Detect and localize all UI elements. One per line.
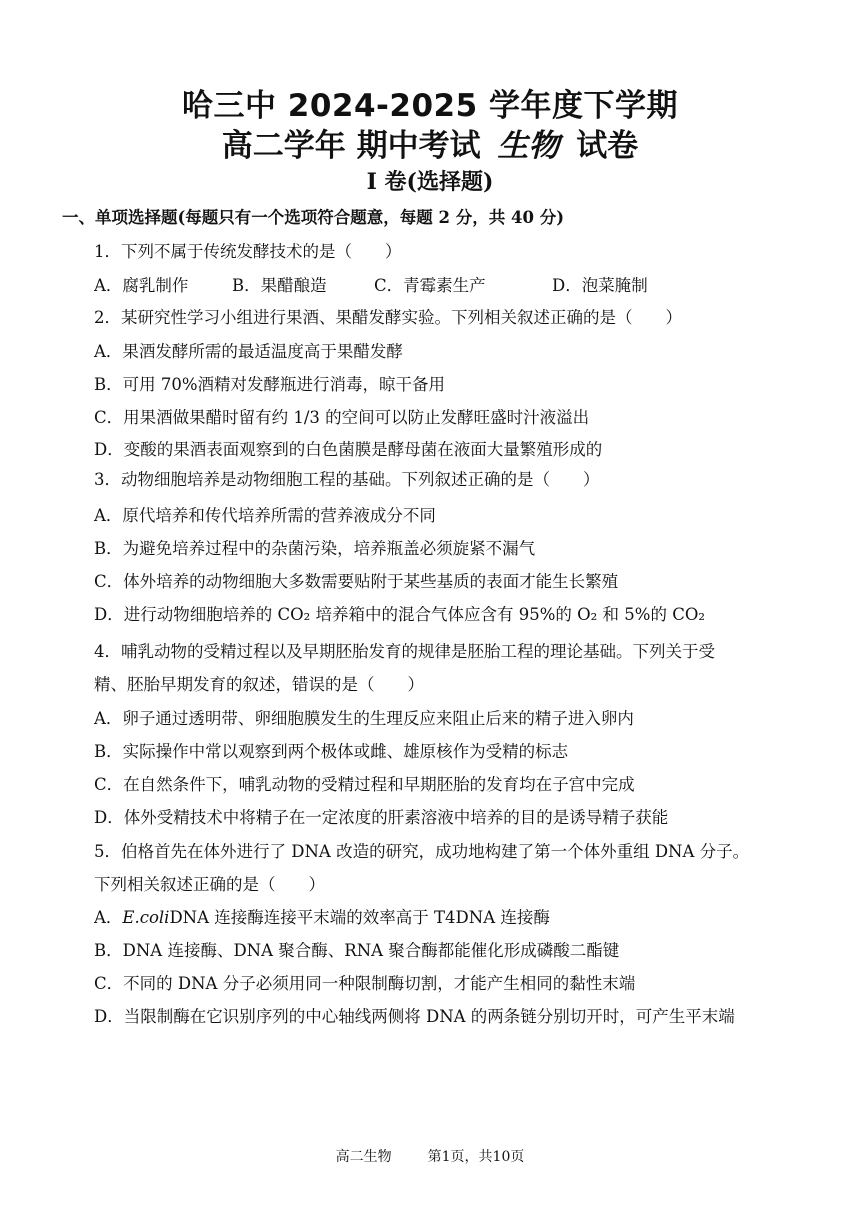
footer-course: 高二生物 xyxy=(335,1149,392,1165)
volume-title: I 卷(选择题) xyxy=(366,169,494,195)
q4-option-c: C．在自然条件下，哺乳动物的受精过程和早期胚胎的发育均在子宫中完成 xyxy=(94,775,635,794)
q3-option-b: B．为避免培养过程中的杂菌污染，培养瓶盖必须旋紧不漏气 xyxy=(94,539,536,558)
footer-page-number: 第1页，共10页 xyxy=(427,1149,525,1165)
q3-option-d: D．进行动物细胞培养的 CO₂ 培养箱中的混合气体应含有 95%的 O₂ 和 5%的 CO₂ xyxy=(94,605,705,624)
page-footer xyxy=(0,1147,860,1167)
q2-option-a: A．果酒发酵所需的最适温度高于果醋发酵 xyxy=(94,342,403,361)
q5-option-a-species: E.coli xyxy=(122,908,170,927)
exam-title-school: 哈三中 2024-2025 学年度下学期 xyxy=(181,88,678,124)
q3-option-a: A．原代培养和传代培养所需的营养液成分不同 xyxy=(94,506,436,525)
q4-option-a: A．卵子通过透明带、卵细胞膜发生的生理反应来阻止后来的精子进入卵内 xyxy=(94,709,634,728)
q5-option-b: B．DNA 连接酶、DNA 聚合酶、RNA 聚合酶都能催化形成磷酸二酯键 xyxy=(94,941,620,960)
q5-option-a xyxy=(94,906,550,930)
q4-option-d: D．体外受精技术中将精子在一定浓度的肝素溶液中培养的目的是诱导精子获能 xyxy=(94,808,669,827)
q2-option-d: D．变酸的果酒表面观察到的白色菌膜是酵母菌在液面大量繁殖形成的 xyxy=(94,440,603,459)
q5-stem-line1: 5．伯格首先在体外进行了 DNA 改造的研究，成功地构建了第一个体外重组 DNA 分子。 xyxy=(94,842,750,861)
exam-title-subject: 生物 xyxy=(497,128,560,164)
q1-stem: 1．下列不属于传统发酵技术的是（ ） xyxy=(94,242,402,261)
q2-option-b: B．可用 70%酒精对发酵瓶进行消毒，晾干备用 xyxy=(94,375,446,394)
exam-title-grade xyxy=(0,126,860,166)
q3-stem: 3．动物细胞培养是动物细胞工程的基础。下列叙述正确的是（ ） xyxy=(94,470,600,489)
q4-option-b: B．实际操作中常以观察到两个极体或雌、雄原核作为受精的标志 xyxy=(94,742,569,761)
q4-stem-line2: 精、胚胎早期发育的叙述，错误的是（ ） xyxy=(94,675,424,694)
q5-option-c: C．不同的 DNA 分子必须用同一种限制酶切割，才能产生相同的黏性末端 xyxy=(94,974,636,993)
q5-option-d: D．当限制酶在它识别序列的中心轴线两侧将 DNA 的两条链分别切开时，可产生平末端 xyxy=(94,1007,735,1026)
q2-option-c: C．用果酒做果醋时留有约 1/3 的空间可以防止发酵旺盛时汁液溢出 xyxy=(94,408,590,427)
section-heading: 一、单项选择题(每题只有一个选项符合题意，每题 2 分，共 40 分) xyxy=(62,208,565,227)
exam-title-paper: 试卷 xyxy=(576,128,639,164)
q1-option-b: B．果醋酿造 xyxy=(232,276,327,295)
q5-option-a-prefix: A． xyxy=(94,908,123,927)
q1-option-a: A．腐乳制作 xyxy=(94,276,189,295)
q5-stem-line2: 下列相关叙述正确的是（ ） xyxy=(94,875,325,894)
exam-title-grade-text: 高二学年 期中考试 xyxy=(221,128,481,164)
q1-option-d: D．泡菜腌制 xyxy=(552,276,648,295)
q4-stem-line1: 4．哺乳动物的受精过程以及早期胚胎发育的规律是胚胎工程的理论基础。下列关于受 xyxy=(94,642,715,661)
q1-option-c: C．青霉素生产 xyxy=(374,276,486,295)
q5-option-a-text: DNA 连接酶连接平末端的效率高于 T4DNA 连接酶 xyxy=(169,908,550,927)
q3-option-c: C．体外培养的动物细胞大多数需要贴附于某些基质的表面才能生长繁殖 xyxy=(94,572,619,591)
q2-stem: 2．某研究性学习小组进行果酒、果醋发酵实验。下列相关叙述正确的是（ ） xyxy=(94,308,682,327)
